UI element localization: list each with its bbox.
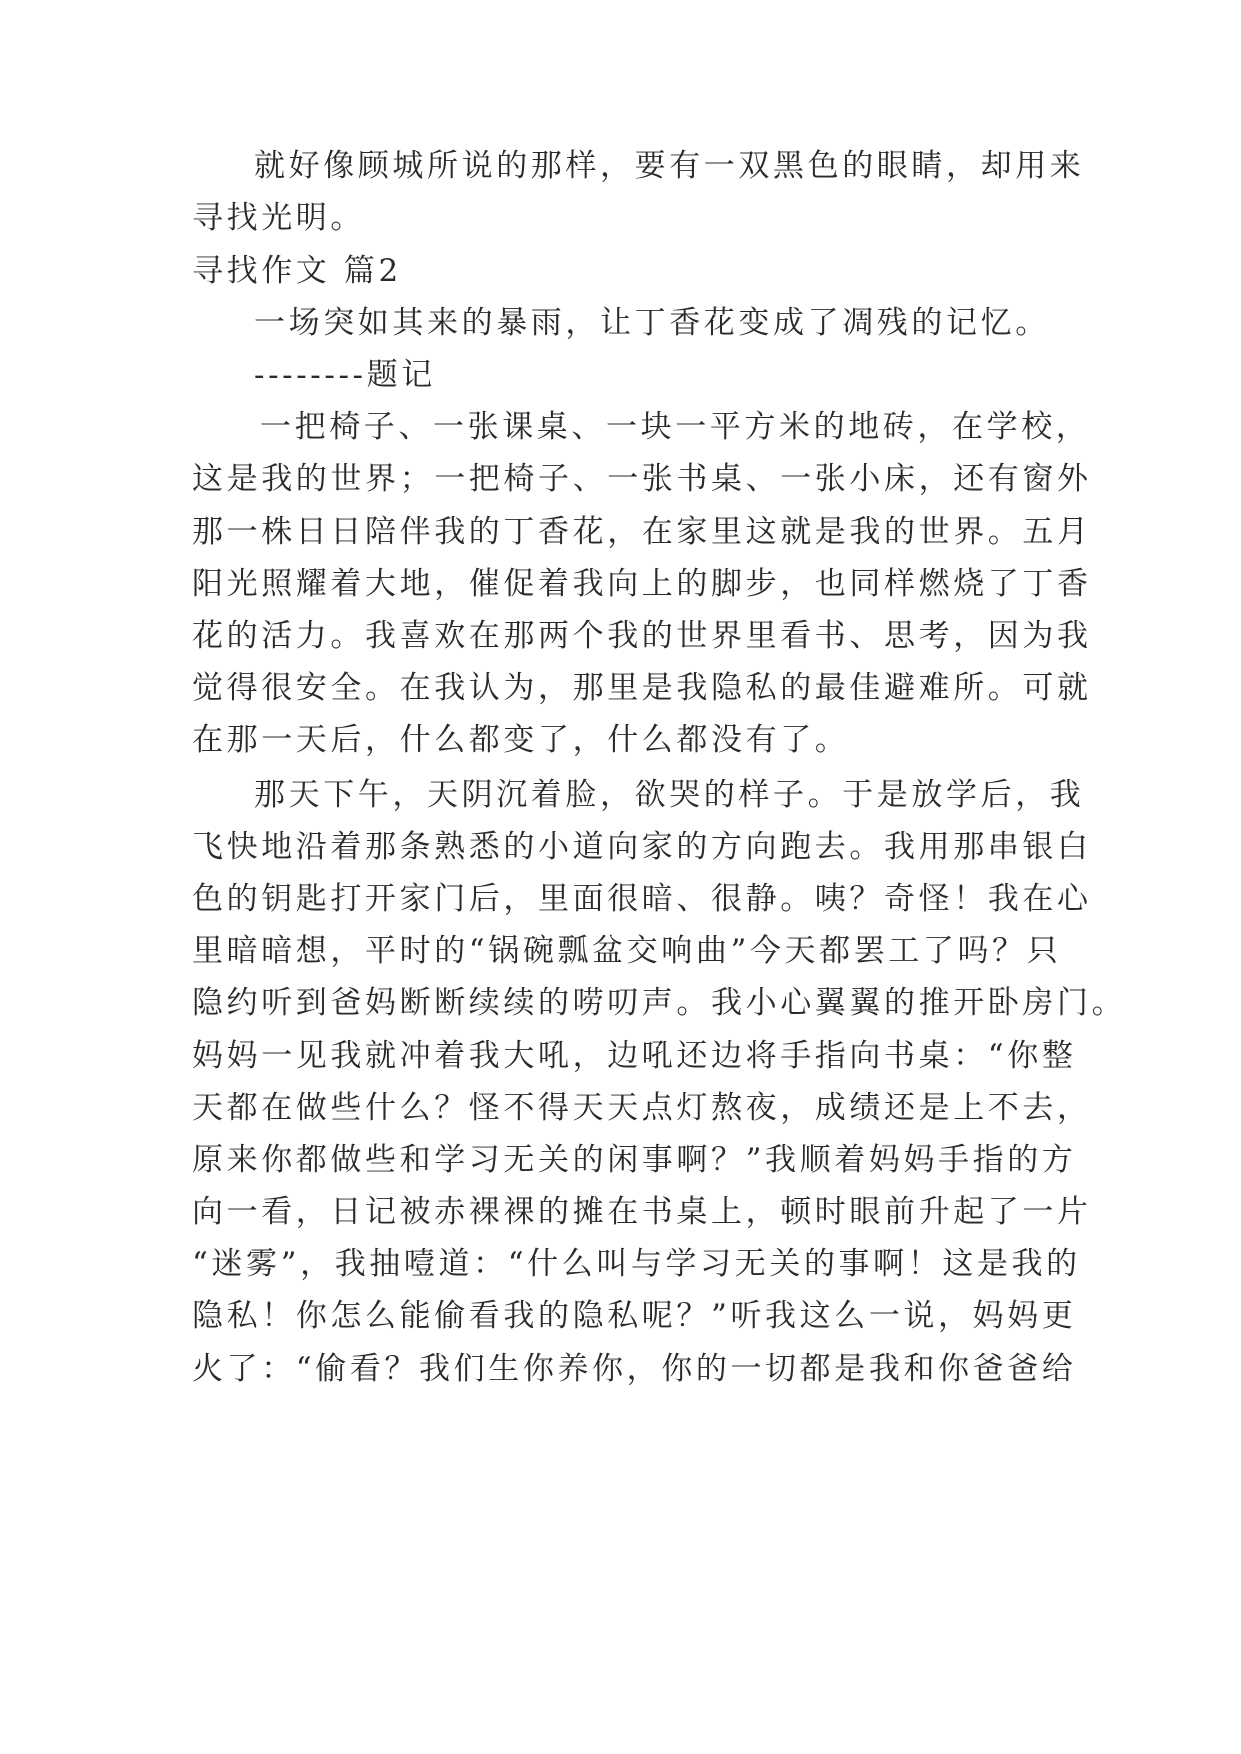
text-line: 那一株日日陪伴我的丁香花，在家里这就是我的世界。五月 — [192, 514, 1092, 550]
text-line: 隐私！你怎么能偷看我的隐私呢？”听我这么一说，妈妈更 — [192, 1298, 1077, 1334]
text-line: 那天下午，天阴沉着脸，欲哭的样子。于是放学后，我 — [254, 777, 1085, 813]
text-line: 火了：“偷看？我们生你养你，你的一切都是我和你爸爸给 — [192, 1351, 1077, 1387]
epigraph: 一场突如其来的暴雨，让丁香花变成了凋残的记忆。 — [254, 305, 1050, 341]
text-line: 妈妈一见我就冲着我大吼，边吼还边将手指向书桌：“你整 — [192, 1038, 1077, 1074]
text-line: “迷雾”，我抽噎道：“什么叫与学习无关的事啊！这是我的 — [192, 1246, 1081, 1282]
text-line: 飞快地沿着那条熟悉的小道向家的方向跑去。我用那串银白 — [192, 829, 1092, 865]
text-line: 天都在做些什么？怪不得天天点灯熬夜，成绩还是上不去， — [192, 1090, 1092, 1126]
text-line: 里暗暗想，平时的“锅碗瓢盆交响曲”今天都罢工了吗？只 — [192, 933, 1062, 969]
text-line: 阳光照耀着大地，催促着我向上的脚步，也同样燃烧了丁香 — [192, 566, 1092, 602]
epigraph-attribution: --------题记 — [254, 357, 436, 393]
text-line: 隐约听到爸妈断断续续的唠叨声。我小心翼翼的推开卧房门。 — [192, 985, 1127, 1021]
text-line: 在那一天后，什么都变了，什么都没有了。 — [192, 722, 850, 758]
text-line: 这是我的世界；一把椅子、一张书桌、一张小床，还有窗外 — [192, 461, 1092, 497]
text-line: 就好像顾城所说的那样，要有一双黑色的眼睛，却用来 — [254, 148, 1085, 184]
text-line: 色的钥匙打开家门后，里面很暗、很静。咦？奇怪！我在心 — [192, 881, 1092, 917]
text-line: 寻找光明。 — [192, 200, 365, 236]
section-heading: 寻找作文 篇2 — [192, 253, 402, 289]
text-line: 觉得很安全。在我认为，那里是我隐私的最佳避难所。可就 — [192, 670, 1092, 706]
text-line: 花的活力。我喜欢在那两个我的世界里看书、思考，因为我 — [192, 618, 1092, 654]
text-line: 向一看，日记被赤裸裸的摊在书桌上，顿时眼前升起了一片 — [192, 1194, 1092, 1230]
text-line: 一把椅子、一张课桌、一块一平方米的地砖，在学校， — [260, 409, 1091, 445]
text-line: 原来你都做些和学习无关的闲事啊？”我顺着妈妈手指的方 — [192, 1142, 1077, 1178]
